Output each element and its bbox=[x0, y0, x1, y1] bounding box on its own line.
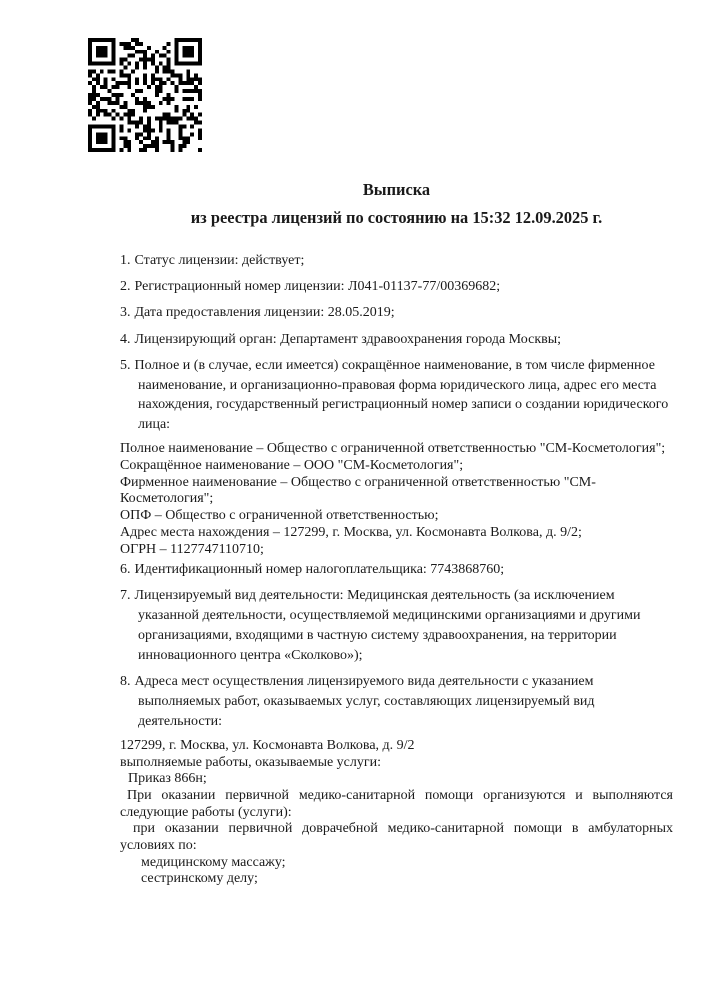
activity-order: Приказ 866н; bbox=[128, 771, 207, 787]
activity-pre-medical: при оказании первичной доврачебной медико-санитарной помощи в амбулаторных условиях по: bbox=[120, 821, 673, 854]
list-item-number: 5. bbox=[120, 357, 131, 373]
list-item-text: Дата предоставления лицензии: 28.05.2019; bbox=[134, 305, 395, 321]
org-address: Адрес места нахождения – 127299, г. Москва, ул. Космонавта Волкова, д. 9/2; bbox=[120, 524, 582, 540]
list-item-text: Лицензируемый вид деятельности: Медицинская деятельность (за исключением указанной деятельности, осуществляемой медицинскими организациями и другими организациями, входящими в частную систему здравоохранения, на территории инновационного центра «Сколково»); bbox=[134, 588, 641, 663]
list-item-reg-number bbox=[120, 277, 673, 297]
list-item-status bbox=[120, 251, 673, 271]
org-ogrn: ОГРН – 1127747110710; bbox=[120, 541, 264, 557]
list-item-number: 4. bbox=[120, 331, 131, 347]
list-item-number: 2. bbox=[120, 279, 131, 295]
list-item-number: 6. bbox=[120, 562, 131, 578]
org-brand-name: Фирменное наименование – Общество с ограниченной ответственностью "СМ-Косметология"; bbox=[120, 474, 596, 507]
list-item-text: Регистрационный номер лицензии: Л041-01137-77/00369682; bbox=[134, 279, 501, 295]
list-item-activity-addresses bbox=[120, 672, 673, 731]
document-subtitle: из реестра лицензий по состоянию на 15:32 12.09.2025 г. bbox=[190, 208, 603, 227]
list-item-licensing-authority bbox=[120, 330, 673, 350]
list-item-number: 8. bbox=[120, 674, 131, 690]
activity-service-nursing: сестринскому делу; bbox=[141, 871, 258, 887]
list-item-names-heading bbox=[120, 356, 673, 435]
list-item-text: Статус лицензии: действует; bbox=[134, 253, 305, 268]
list-item-inn bbox=[120, 560, 673, 580]
qr-code-svg bbox=[88, 38, 202, 152]
list-item-text: Адреса мест осуществления лицензируемого вида деятельности с указанием выполняемых работ, оказываемых услуг, составляющих лицензируемый вид деятельности: bbox=[134, 674, 595, 729]
org-full-name: Полное наименование – Общество с ограниченной ответственностью "СМ-Косметология"; bbox=[120, 441, 666, 457]
org-short-name: Сокращённое наименование – ООО "СМ-Косметология"; bbox=[120, 458, 464, 474]
org-opf: ОПФ – Общество с ограниченной ответственностью; bbox=[120, 508, 439, 524]
list-item-text: Полное и (в случае, если имеется) сокращённое наименование, в том числе фирменное наименование, и организационно-правовая форма юридического лица, адрес его места нахождения, государственный регистрационный номер записи о создании юридического лица: bbox=[134, 357, 669, 433]
list-item-number: 3. bbox=[120, 305, 131, 321]
list-item-activity-type bbox=[120, 586, 673, 665]
list-item-number: 1. bbox=[120, 253, 131, 268]
activity-address: 127299, г. Москва, ул. Космонавта Волкова, д. 9/2 bbox=[120, 737, 415, 753]
qr-code-icon bbox=[88, 38, 202, 152]
list-item-text: Лицензирующий орган: Департамент здравоохранения города Москвы; bbox=[134, 331, 562, 347]
document-title: Выписка bbox=[362, 180, 431, 199]
list-item-text: Идентификационный номер налогоплательщика: 7743868760; bbox=[134, 562, 505, 578]
activity-block bbox=[120, 738, 673, 888]
activity-service-massage: медицинскому массажу; bbox=[141, 854, 286, 870]
list-item-grant-date bbox=[120, 303, 673, 323]
list-item-number: 7. bbox=[120, 588, 131, 604]
activity-works-header: выполняемые работы, оказываемые услуги: bbox=[120, 754, 382, 770]
organization-block bbox=[120, 441, 673, 558]
document-body bbox=[120, 179, 673, 888]
activity-primary-care: При оказании первичной медико-санитарной помощи организуются и выполняются следующие работы (услуги): bbox=[120, 787, 673, 820]
